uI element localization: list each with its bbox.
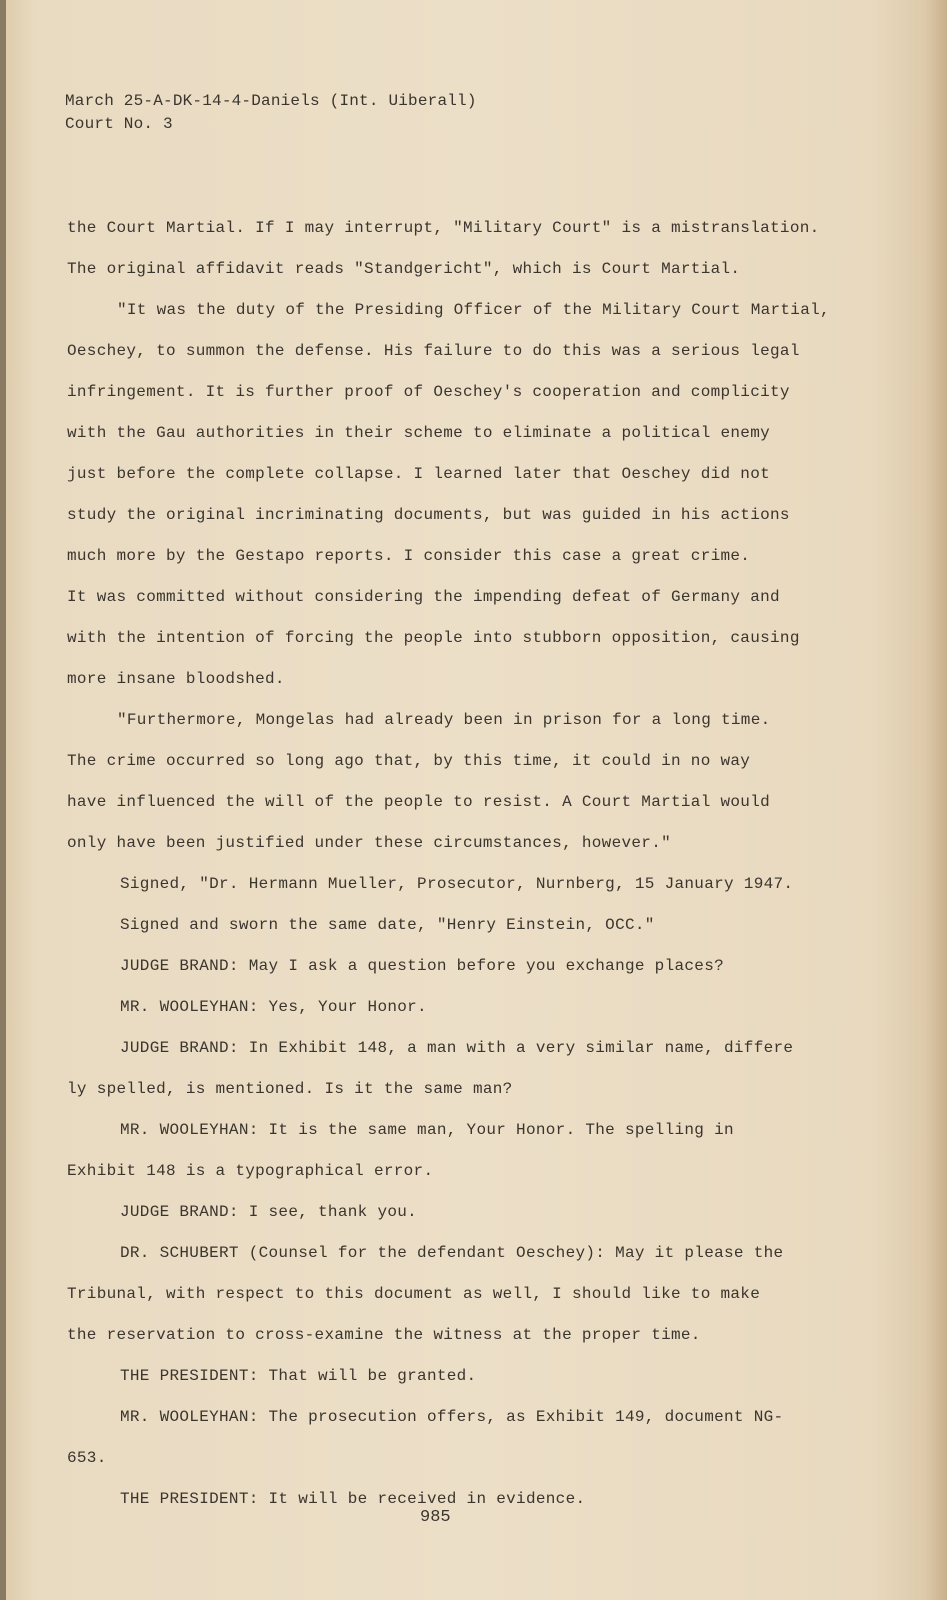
text-line: with the intention of forcing the people into stubborn opposition, causing <box>67 629 800 647</box>
text-line: JUDGE BRAND: I see, thank you. <box>120 1203 418 1221</box>
text-line: The original affidavit reads "Standgericht", which is Court Martial. <box>67 260 741 278</box>
text-line: the Court Martial. If I may interrupt, "Military Court" is a mistranslation. <box>67 219 820 237</box>
text-line: the reservation to cross-examine the witness at the proper time. <box>67 1326 701 1344</box>
text-line: THE PRESIDENT: It will be received in evidence. <box>120 1490 586 1508</box>
text-line: 653. <box>67 1449 107 1467</box>
header-line-1: March 25-A-DK-14-4-Daniels (Int. Uiberall) <box>65 92 477 110</box>
page-right-edge <box>925 0 947 1600</box>
text-line: JUDGE BRAND: In Exhibit 148, a man with a very similar name, differe <box>120 1039 794 1057</box>
text-line: study the original incriminating documents, but was guided in his actions <box>67 506 790 524</box>
text-line: infringement. It is further proof of Oeschey's cooperation and complicity <box>67 383 790 401</box>
text-line: ly spelled, is mentioned. Is it the same man? <box>67 1080 513 1098</box>
text-line: Signed, "Dr. Hermann Mueller, Prosecutor, Nurnberg, 15 January 1947. <box>120 875 794 893</box>
text-line: more insane bloodshed. <box>67 670 285 688</box>
text-line: Oeschey, to summon the defense. His failure to do this was a serious legal <box>67 342 800 360</box>
text-line: MR. WOOLEYHAN: Yes, Your Honor. <box>120 998 427 1016</box>
text-line: Exhibit 148 is a typographical error. <box>67 1162 434 1180</box>
transcript-body <box>67 208 857 1520</box>
text-line: only have been justified under these circumstances, however." <box>67 834 671 852</box>
page-left-edge <box>0 0 6 1600</box>
text-line: "Furthermore, Mongelas had already been in prison for a long time. <box>117 711 771 729</box>
page-number: 985 <box>420 1508 451 1527</box>
text-line: with the Gau authorities in their scheme to eliminate a political enemy <box>67 424 771 442</box>
text-line: just before the complete collapse. I learned later that Oeschey did not <box>67 465 771 483</box>
header-line-2: Court No. 3 <box>65 115 173 133</box>
text-line: MR. WOOLEYHAN: The prosecution offers, as Exhibit 149, document NG- <box>120 1408 784 1426</box>
text-line: JUDGE BRAND: May I ask a question before you exchange places? <box>120 957 724 975</box>
text-line: It was committed without considering the impending defeat of Germany and <box>67 588 780 606</box>
text-line: Signed and sworn the same date, "Henry Einstein, OCC." <box>120 916 655 934</box>
text-line: DR. SCHUBERT (Counsel for the defendant Oeschey): May it please the <box>120 1244 784 1262</box>
text-line: MR. WOOLEYHAN: It is the same man, Your Honor. The spelling in <box>120 1121 734 1139</box>
text-line: "It was the duty of the Presiding Officer of the Military Court Martial, <box>117 301 830 319</box>
text-line: have influenced the will of the people to resist. A Court Martial would <box>67 793 771 811</box>
transcript-header <box>65 90 477 136</box>
text-line: much more by the Gestapo reports. I consider this case a great crime. <box>67 547 751 565</box>
text-line: Tribunal, with respect to this document as well, I should like to make <box>67 1285 761 1303</box>
text-line: The crime occurred so long ago that, by this time, it could in no way <box>67 752 751 770</box>
text-line: THE PRESIDENT: That will be granted. <box>120 1367 477 1385</box>
